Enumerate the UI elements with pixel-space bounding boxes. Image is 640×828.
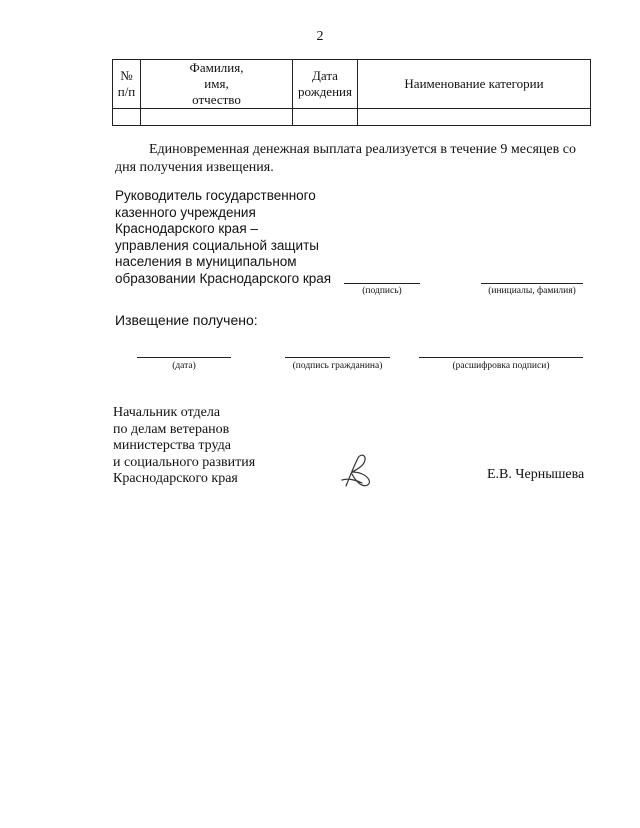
table-cell bbox=[358, 109, 591, 126]
chief-title-line: по делам ветеранов bbox=[113, 421, 230, 437]
head-signature-caption: (подпись) bbox=[362, 286, 402, 296]
col-category-header bbox=[358, 60, 591, 109]
citizen-signature-caption: (подпись гражданина) bbox=[292, 361, 383, 371]
head-title-line: образовании Краснодарского края bbox=[115, 270, 332, 286]
signature-decoding-caption: (расшифровка подписи) bbox=[452, 361, 550, 371]
head-title-line: Руководитель государственного bbox=[115, 188, 316, 203]
chief-title-line: Краснодарского края bbox=[113, 471, 238, 486]
table-cell bbox=[141, 109, 293, 126]
chief-title-line: министерства труда bbox=[113, 438, 231, 453]
date-caption: (дата) bbox=[172, 361, 196, 371]
signature-decoding-line bbox=[419, 357, 583, 358]
head-title-block bbox=[115, 188, 331, 287]
head-title-line: управления социальной защиты bbox=[115, 237, 319, 253]
chief-title-line: и социального развития bbox=[113, 454, 256, 470]
citizen-signature-line bbox=[285, 357, 390, 358]
handwritten-signature bbox=[336, 450, 378, 492]
chief-name: Е.В. Чернышева bbox=[487, 467, 585, 482]
col-birthdate-label: Дата рождения bbox=[298, 68, 352, 99]
paragraph-line-1: Единовременная денежная выплата реализуется в течение 9 месяцев со bbox=[149, 142, 576, 157]
head-title-line: населения в муниципальном bbox=[115, 254, 297, 269]
head-initials-line bbox=[481, 283, 583, 284]
col-category-label: Наименование категории bbox=[404, 76, 544, 91]
head-title-line: казенного учреждения bbox=[115, 204, 256, 220]
table-cell bbox=[113, 109, 141, 126]
chief-title-block bbox=[113, 405, 255, 488]
col-fullname-header bbox=[141, 60, 293, 109]
table-header-row bbox=[113, 60, 591, 109]
date-line bbox=[137, 357, 231, 358]
table-row bbox=[113, 109, 591, 126]
payment-paragraph bbox=[115, 141, 585, 177]
col-number-header bbox=[113, 60, 141, 109]
head-title-line: Краснодарского края – bbox=[115, 221, 258, 236]
category-table bbox=[112, 59, 591, 126]
page-number: 2 bbox=[316, 29, 324, 44]
col-birthdate-header bbox=[293, 60, 358, 109]
head-signature-line bbox=[344, 283, 420, 284]
head-initials-caption: (инициалы, фамилия) bbox=[488, 286, 576, 296]
table-cell bbox=[293, 109, 358, 126]
notice-title: Извещение получено: bbox=[115, 312, 258, 328]
chief-title-line: Начальник отдела bbox=[113, 405, 221, 420]
col-number-label: № п/п bbox=[117, 68, 136, 99]
paragraph-line-2: дня получения извещения. bbox=[115, 160, 274, 175]
col-fullname-label: Фамилия, имя, отчество bbox=[189, 60, 244, 107]
